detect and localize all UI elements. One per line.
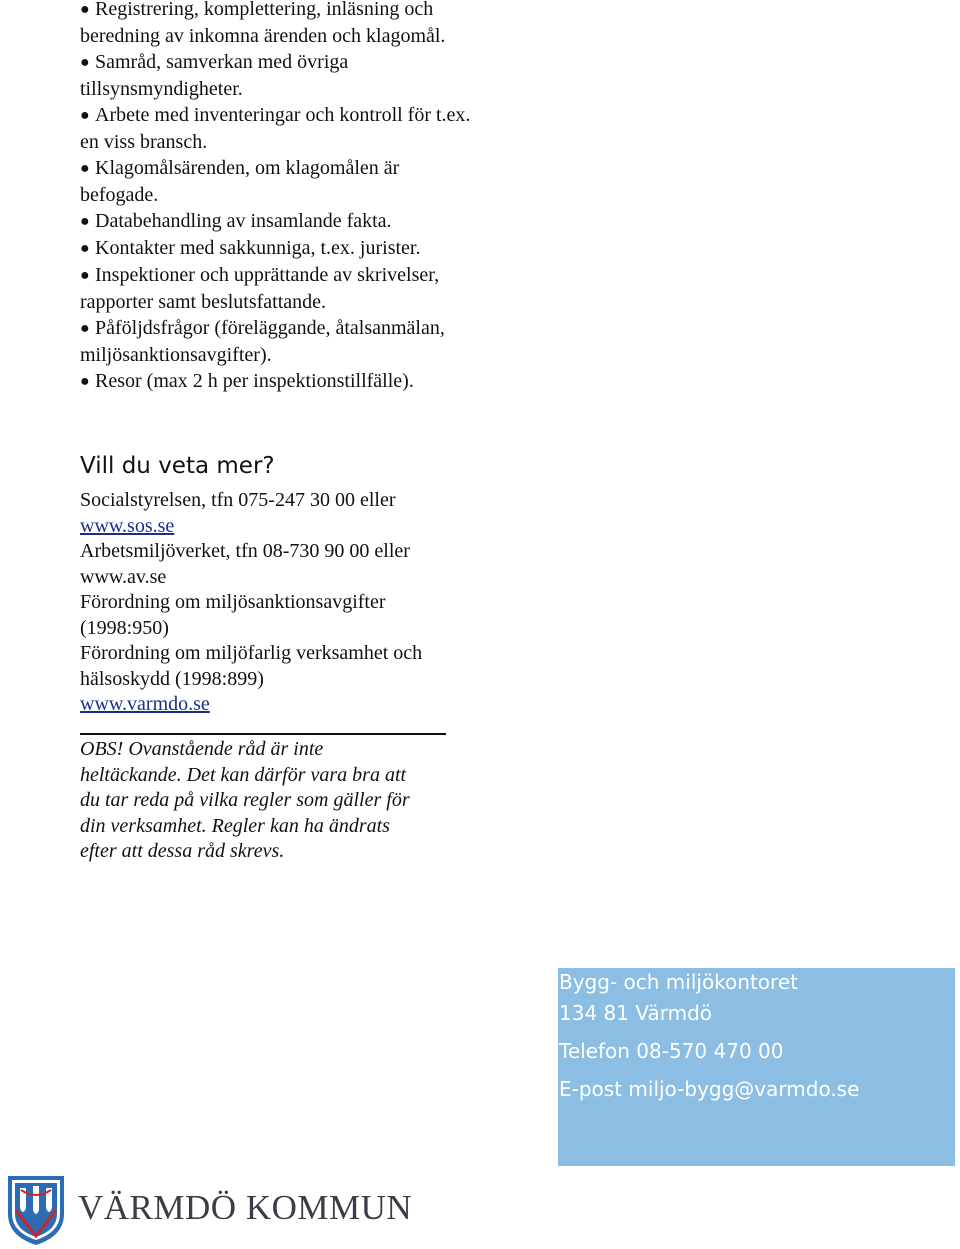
list-item: ● Påföljdsfrågor (föreläggande, åtalsanmälan, miljösanktionsavgifter). xyxy=(80,317,445,366)
bullet-icon: ● xyxy=(80,320,90,337)
av-contact-text: Arbetsmiljöverket, tfn 08-730 90 00 eller xyxy=(80,540,410,562)
divider xyxy=(80,733,446,735)
bullet-icon: ● xyxy=(80,1,90,18)
list-item: ● Databehandling av insamlande fakta. xyxy=(80,208,475,235)
bullet-icon: ● xyxy=(80,373,90,390)
regulation-environmental-activity: Förordning om miljöfarlig verksamhet och hälsoskydd (1998:899) xyxy=(80,642,423,690)
list-item: ● Registrering, komplettering, inläsning och beredning av inkomna ärenden och klagomål. xyxy=(80,0,475,49)
contact-box xyxy=(558,968,955,1166)
sos-link[interactable]: www.sos.se xyxy=(80,514,175,537)
municipality-crest-icon xyxy=(6,1174,66,1246)
list-item: ● Resor (max 2 h per inspektionstillfälle). xyxy=(80,368,475,395)
bullet-icon: ● xyxy=(80,213,90,230)
list-item: ● Samråd, samverkan med övriga tillsynsmyndigheter. xyxy=(80,51,349,100)
disclaimer-note: OBS! Ovanstående råd är inte heltäckande. Det kan därför vara bra att du tar reda på vilka regler som gäller för din verksamhet. Regler kan ha ändrats efter att dessa råd skrevs. xyxy=(80,738,410,862)
contact-email: E-post miljo-bygg@varmdo.se xyxy=(559,1077,860,1101)
contact-address: 134 81 Värmdö xyxy=(559,1001,713,1025)
task-list xyxy=(80,0,475,395)
bullet-icon: ● xyxy=(80,160,90,177)
contact-office: Bygg- och miljökontoret xyxy=(559,970,798,994)
municipality-name: VÄRMDÖ KOMMUN xyxy=(78,1188,413,1227)
reference-list xyxy=(80,488,475,718)
list-item: ● Inspektioner och upprättande av skrivelser, rapporter samt beslutsfattande. xyxy=(80,264,440,313)
bullet-icon: ● xyxy=(80,240,90,257)
av-link: www.av.se xyxy=(80,565,167,588)
more-info-heading: Vill du veta mer? xyxy=(80,453,275,479)
contact-phone: Telefon 08-570 470 00 xyxy=(559,1039,784,1063)
varmdo-link[interactable]: www.varmdo.se xyxy=(80,693,210,715)
regulation-sanction-fees: Förordning om miljösanktionsavgifter (1998:950) xyxy=(80,591,386,639)
sos-contact-text: Socialstyrelsen, tfn 075-247 30 00 eller xyxy=(80,489,396,511)
bullet-icon: ● xyxy=(80,54,90,71)
bullet-icon: ● xyxy=(80,107,90,124)
list-item: ● Kontakter med sakkunniga, t.ex. jurister. xyxy=(80,235,475,262)
list-item: ● Arbete med inventeringar och kontroll för t.ex. en viss bransch. xyxy=(80,104,471,153)
list-item: ● Klagomålsärenden, om klagomålen är befogade. xyxy=(80,157,400,206)
bullet-icon: ● xyxy=(80,267,90,284)
